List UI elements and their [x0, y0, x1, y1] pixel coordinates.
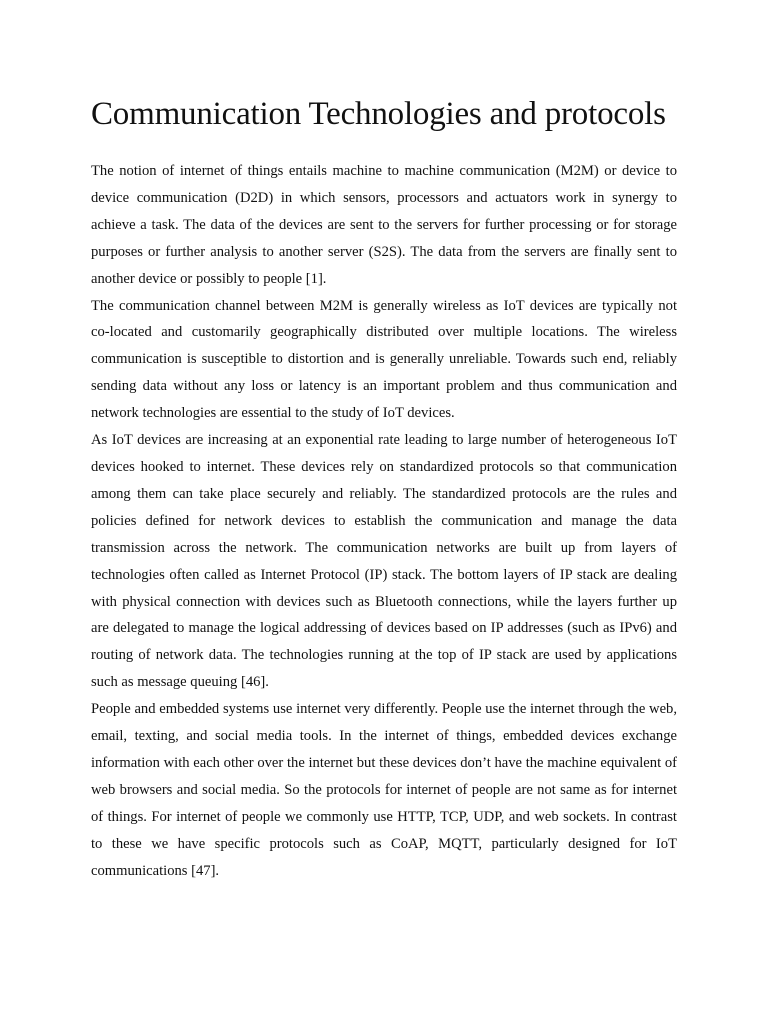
page-title: Communication Technologies and protocols: [91, 96, 666, 132]
paragraph-iot-protocols: People and embedded systems use internet very differently. People use the internet through the web, email, texting, and social media tools. In the internet of things, embedded devices exchange information with each other over the internet but these devices don’t have the machine equivalent of web browsers and social media. So the protocols for internet of people are not same as for internet of things. For internet of people we commonly use HTTP, TCP, UDP, and web sockets. In contrast to these we have specific protocols such as CoAP, MQTT, particularly designed for IoT communications [47].: [91, 701, 677, 879]
paragraph-m2m-overview: The notion of internet of things entails machine to machine communication (M2M) or device to device communication (D2D) in which sensors, processors and actuators work in synergy to achieve a task. The data of the devices are sent to the servers for further processing or for storage purposes or further analysis to another server (S2S). The data from the servers are finally sent to another device or possibly to people [1].: [91, 163, 677, 287]
document-page: [91, 92, 677, 884]
document-body: [91, 158, 677, 884]
paragraph-wireless-channel: The communication channel between M2M is generally wireless as IoT devices are typically not co-located and customarily geographically distributed over multiple locations. The wireless communication is susceptible to distortion and is generally unreliable. Towards such end, reliably sending data without any loss or latency is an important problem and thus communication and network technologies are essential to the study of IoT devices.: [91, 297, 677, 422]
paragraph-ip-stack: As IoT devices are increasing at an exponential rate leading to large number of heterogeneous IoT devices hooked to internet. These devices rely on standardized protocols so that communication among them can take place securely and reliably. The standardized protocols are the rules and policies defined for network devices to establish the communication and manage the data transmission across the network. The communication networks are built up from layers of technologies often called as Internet Protocol (IP) stack. The bottom layers of IP stack are dealing with physical connection with devices such as Bluetooth connections, while the layers further up are delegated to manage the logical addressing of devices based on IP addresses (such as IPv6) and routing of network data. The technologies running at the top of IP stack are used by applications such as message queuing [46].: [91, 432, 677, 691]
